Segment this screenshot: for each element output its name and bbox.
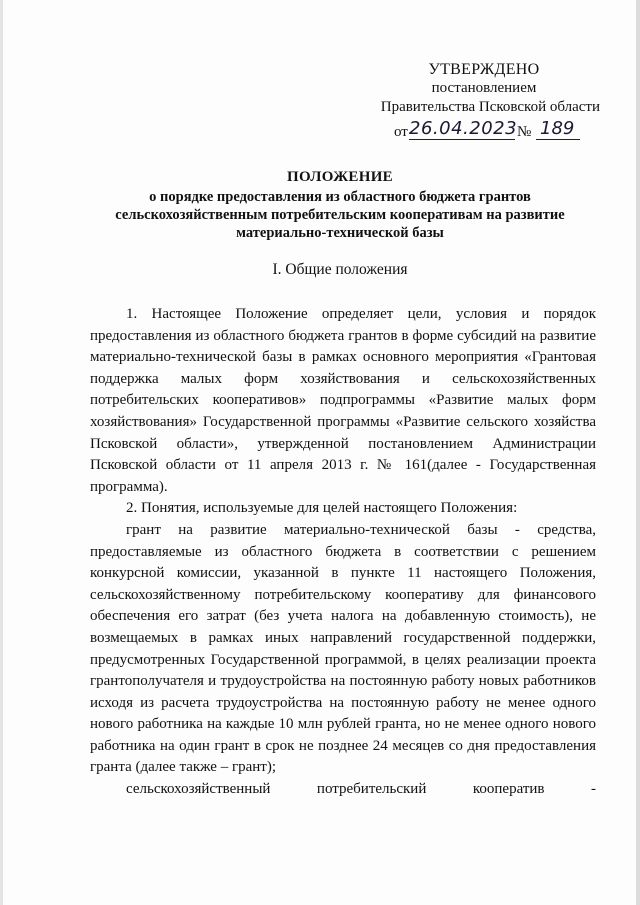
number-prefix: № [517, 124, 532, 140]
title-line-3: материально-технической базы [236, 225, 444, 241]
number-underline [536, 139, 580, 140]
date-prefix: от [394, 124, 408, 140]
approval-title: УТВЕРЖДЕНО [428, 61, 540, 78]
approval-date-line [368, 119, 600, 143]
paragraph-4: сельскохозяйственный потребительский кооператив - [126, 781, 596, 798]
title-line-1: о порядке предоставления из областного бюджета грантов [149, 189, 531, 205]
approval-org: Правительства Псковской области [380, 99, 600, 115]
document-title [60, 168, 620, 242]
date-underline [409, 139, 515, 140]
title-line-2: сельскохозяйственным потребительским кооперативам на развитие [115, 207, 565, 223]
handwritten-number: 189 [540, 118, 575, 139]
approval-stamp [368, 60, 600, 143]
title-main: ПОЛОЖЕНИЕ [287, 169, 393, 185]
approval-by: постановлением [431, 80, 537, 96]
section-heading: I. Общие положения [272, 261, 408, 278]
scan-edge-right [636, 0, 640, 905]
paragraph-3: грант на развитие материально-технической базы - средства, предоставляемые из областного бюджета в соответствии с решением конкурсной комиссии, указанной в пункте 11 настоящего Положения, сельскохозяйственному потребительскому кооперативу для финансового обеспечения его затрат (без учета налога на добавленную стоимость), не возмещаемых в рамках иных направлений государственной поддержки, предусмотренных Государственной программой, в целях реализации проекта грантополучателя и трудоустройства на постоянную работу новых работников исходя из расчета трудоустройства на постоянную работу не менее одного нового работника на каждые 10 млн рублей гранта, но не менее одного нового работника на один грант в срок не позднее 24 месяцев со дня предоставления гранта (далее также – грант); [90, 521, 596, 776]
scan-edge-left [0, 0, 3, 905]
paragraph-2: 2. Понятия, используемые для целей настоящего Положения: [126, 500, 518, 517]
paragraph-1: 1. Настоящее Положение определяет цели, условия и порядок предоставления из областного бюджета грантов в форме субсидий на развитие материально-технической базы в рамках основного мероприятия «Грантовая поддержка малых форм хозяйствования и сельскохозяйственных потребительских кооперативов» подпрограммы «Развитие малых форм хозяйствования» Государственной программы «Развитие сельского хозяйства Псковской области», утвержденной постановлением Администрации Псковской области от 11 апреля 2013 г. № 161(далее - Государственная программа). [90, 306, 596, 495]
handwritten-date: 26.04.2023 [409, 118, 518, 139]
document-body [90, 304, 596, 801]
